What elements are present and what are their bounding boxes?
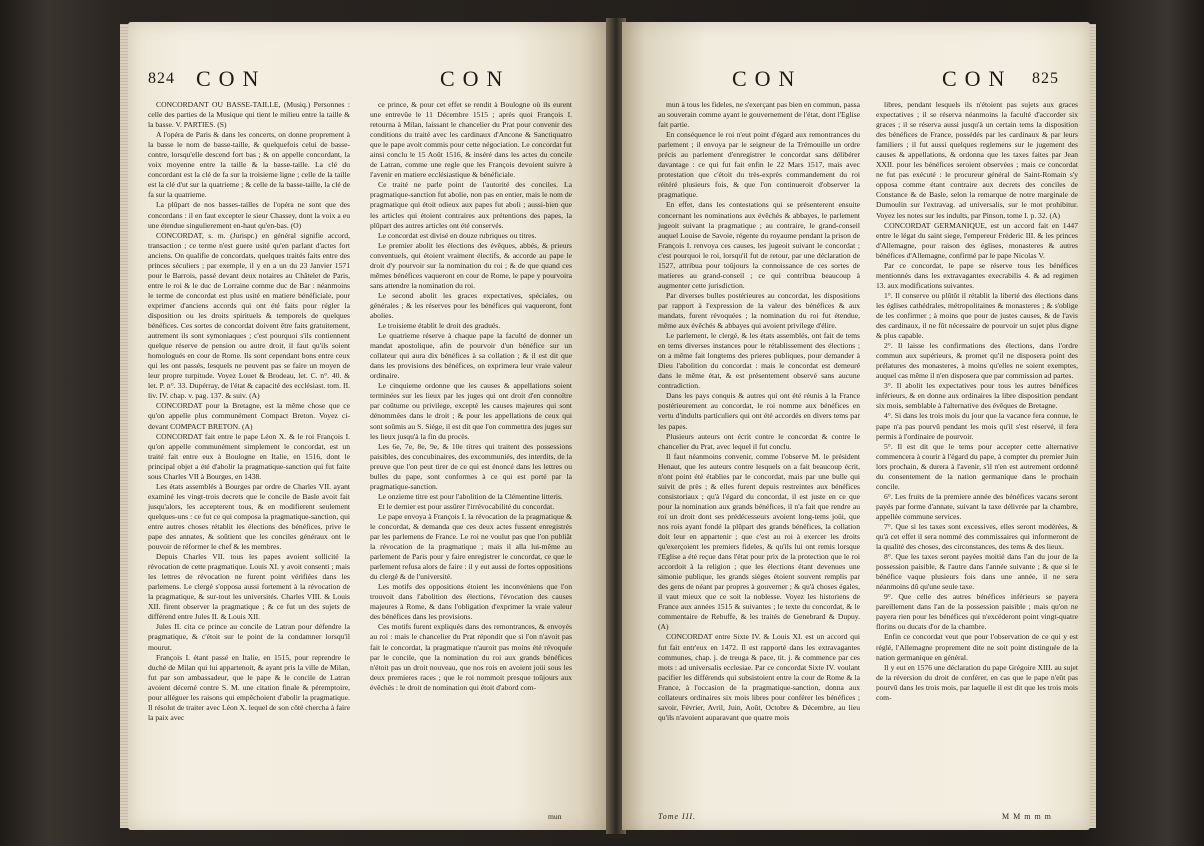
paragraph: Le parlement, le clergé, & les états assemblés, ont fait de tems en tems diverses instances pour le rétablissement des élections ; on a même fait longtems des prieres publiques, pour demander à Dieu l'abolition du concordat : mais le concordat est demeuré dans le même état, & est présentement observé sans aucune contradiction. [658, 331, 860, 391]
paragraph: CONCORDAT, s. m. (Jurispr.) en général signifie accord, transaction ; ce terme n'est guere usité qu'en parlant d'actes fort anciens. On qualifie de concordats, quelques traités faits entre des princes séculiers ; par exemple, il y en a un du 23 Janvier 1571 pour le Barrois, passé devant deux notaires au Châtelet de Paris, entre le roi & le duc de Lorraine comme duc de Bar : néanmoins le terme de concordat est plus usité en matiere bénéficiale, pour exprimer d'anciens accords qui ont été faits pour régler la disposition ou les droits spirituels & temporels de quelques bénéfices. Ces sortes de concordat doivent être faits gratuitement, autrement ils sont symoniaques ; c'est pourquoi s'ils contiennent quelque réserve de pension ou autre droit, il faut qu'ils soient homologués en cour de Rome. Ils sont cependant bons entre ceux qui les ont passés, lesquels ne peuvent pas se faire un moyen de leur propre turpitude. Voyez Louet & Brodeau, let. C. n°. 40. & let. P. n°. 33. Dupérray, de l'état & capacité des ecclésiast. tom. II. liv. IV. chap. v. pag. 137. & suiv. (A) [148, 230, 350, 401]
volume-footer: Tome III. [658, 812, 697, 821]
paragraph: Et le dernier est pour assûrer l'irrévocabilité du concordat. [378, 501, 555, 511]
paragraph: Le pape envoya à François I. la révocation de la pragmatique & le concordat, & demanda que ces deux actes fussent enregistrés par les parlemens de France. Le roi ne voulut pas que l'on publiât la révocation de la pragmatique ; mais il alla lui-même au parlement de Paris pour y faire enregistrer le concordat, ce que le parlement refusa alors de faire : il y eut aussi de fortes oppositions du clergé & de l'université. [370, 511, 572, 582]
paragraph: François I. étant passé en Italie, en 1515, pour reprendre le duché de Milan qui lui appartenoit, & ayant pris la ville de Milan, fut par son ambassadeur, que le pape & le concile de Latran avoient décerné contre S. M. une citation finale & péremptoire, pour alléguer les raisons qui empêchoient d'abolir la pragmatique. Il résolut de traiter avec Léon X. lequel de son côté chercha à faire la paix avec [148, 652, 350, 722]
paragraph: 4°. Si dans les trois mois du jour que la vacance fera connue, le pape n'a pas pourvû pendant les mois qu'il s'est réservé, il fera permis à l'ordinaire de pourvoir. [876, 411, 1078, 441]
page-stack-left [120, 24, 128, 828]
left-page-number: 824 [148, 70, 175, 87]
right-page-number: 825 [1032, 70, 1059, 87]
right-running-head-inner: CON [732, 66, 803, 91]
paragraph: Depuis Charles VII. tous les papes avoient sollicité la révocation de cette pragmatique. Louis XI. y avoit consenti ; mais les lettres de révocation ne furent point vérifiées dans les parlemens. Le clergé s'opposa aussi fortement à la révocation de la pragmatique, & sur-tout les universités. Charles VIII. & Louis XII. firent observer la pragmatique ; & ce fut un des sujets de différend entre Jules II. & Louis XII. [148, 552, 350, 622]
paragraph: En effet, dans les contestations qui se présenterent ensuite concernant les nominations aux évêchés & abbayes, le parlement jugeoit suivant la pragmatique ; au contraire, le grand-conseil auquel Louise de Savoie, régente du royaume pendant la prison de François I. renvoya ces causes, les jugeoit suivant le concordat ; c'est pourquoi le roi, lorsqu'il fut de retour, par une déclaration de 1527, attribua pour toûjours la connoissance de ces sortes de matieres au grand-conseil ; ce qui contribua beaucoup à augmenter cette jurisdiction. [658, 200, 860, 290]
paragraph: 7°. Que si les taxes sont excessives, elles seront modérées, & qu'à cet effet il sera nommé des commissaires qui informeront de la qualité des choses, des circonstances, des tems & des lieux. [876, 521, 1078, 552]
paragraph: A l'opéra de Paris & dans les concerts, on donne proprement à la basse le nom de basse-taille, & quelquefois celui de basse-contre, lorsqu'elle descend fort bas ; & on appelle concordant, la voix moyenne entre la taille & la basse-taille. La clé du concordant est la clé de fa sur la troisieme ligne ; celle de la taille est la clé d'ut sur la quatrieme ; & celle de la basse-taille, la clé de fa sur la quatrieme. [148, 130, 350, 200]
paragraph: Ce traité ne parle point de l'autorité des conciles. La pragmatique-sanction fut abolie, non pas en entier, mais le nom de pragmatique qui étoit odieux aux papes fut aboli ; aussi-bien que les articles qui étoient contraires aux prétentions des papes, la plûpart des autres articles ont été conservés. [370, 180, 572, 230]
paragraph: La plûpart de nos basses-tailles de l'opéra ne sont que des concordans : il en faut excepter le sieur Chassey, dont la voix a eu une étendue singulierement en-haut qu'en-bas. (O) [148, 200, 350, 230]
left-page-column-1 [148, 100, 350, 723]
paragraph: 2°. Il laisse les confirmations des élections, dans l'ordre commun aux supérieurs, & promet qu'il ne disposera point des prélatures des monasteres, à moins qu'elles ne soient exemptes, auquel cas même il n'en disposera que par commission ad partes. [876, 341, 1078, 381]
paragraph: Il y eut en 1576 une déclaration du pape Grégoire XIII. au sujet de la réversion du droit de conférer, en cas que le pape n'eût pas pourvû dans les trois mois, par laquelle il est dit que les trois mois com- [876, 662, 1078, 702]
paragraph: 8°. Que les taxes seront payées moitié dans l'an du jour de la possession paisible, & l'autre dans l'année suivante ; & que si le bénéfice vaque plusieurs fois dans une année, il ne sera néanmoins dû qu'une seule taxe. [876, 552, 1078, 592]
paragraph: Le onzieme titre est pour l'abolition de la Clémentine litteris. [378, 491, 563, 501]
paragraph: Ces motifs furent expliqués dans des remontrances, & envoyés au roi : mais le chancelier du Prat répondit que si l'on n'avoit pas fait le concordat, la pragmatique n'auroit pas moins été révoquée par le concile, que la nomination du roi aux grands bénéfices n'étoit pas un droit nouveau, que nos rois en avoient joüi sous les deux premieres races ; que le roi nommoit presque toûjours aux évêchés : le droit de nomination qui étoit d'abord com- [370, 622, 572, 692]
right-running-head-outer: CON [942, 66, 1013, 91]
right-header [622, 66, 1090, 96]
paragraph: Le second abolit les graces expectatives, spéciales, ou générales ; & les réserves pour les bénéfices qui vaqueront, font abolies. [370, 290, 572, 320]
left-header [128, 66, 610, 96]
paragraph: Les états assemblés à Bourges par ordre de Charles VII. ayant examiné les vingt-trois decrets que le concile de Basle avoit fait jusqu'alors, les accepterent tous, & en modifierent seulement quelques-uns : ce fut ce qui composa la pragmatique-sanction, qui entre autres choses rétablit les élections des bénéfices, prive le pape des annates, & soûtient que les conciles généraux ont le pouvoir de réformer le chef & les membres. [148, 481, 350, 552]
paragraph: Les 6e, 7e, 8e, 9e, & 10e titres qui traitent des possessions paisibles, des concubinaires, des excommuniés, des interdits, de la preuve que l'on peut tirer de ce qui est énoncé dans les lettres ou bulles du pape, sont conformes à ce qui est porté par la pragmatique-sanction. [370, 441, 572, 491]
paragraph: 3°. Il abolit les expectatives pour tous les autres bénéfices inférieurs, & en donne aux ordinaires la libre disposition pendant six mois, semblable à l'alternative des évêques de Bretagne. [876, 381, 1078, 411]
left-running-head-outer: CON [196, 66, 267, 91]
paragraph: Dans les pays conquis & autres qui ont été réunis à la France postérieurement au concordat, le roi nomme aux bénéfices en vertu d'indults particuliers qui ont été accordés en divers tems par les papes. [658, 391, 860, 431]
paragraph: CONCORDAT GERMANIQUE, est un accord fait en 1447 entre le légat du saint siege, l'empereur Fréderic III. & les princes d'Allemagne, pour raison des églises, monasteres & autres bénéfices d'Allemagne, confirmé par le pape Nicolas V. [876, 220, 1078, 260]
paragraph: ce prince, & pour cet effet se rendit à Boulogne où ils eurent une entrevûe le 11 Décembre 1515 ; après quoi François I. retourna à Milan, laissant le chancelier du Prat pour convenir des conditions du traité avec les cardinaux d'Ancone & Sanctiquatro que le pape avoit commis pour cette négociation. Le concordat fut ainsi conclu le 15 Août 1516, & inséré dans les actes du concile de Latran, comme une regle que les François devoient suivre à l'avenir en matiere ecclésiastique & bénéficiale. [370, 100, 572, 180]
paragraph: Plusieurs auteurs ont écrit contre le concordat & contre le chancelier du Prat, avec lequel il fut conclu. [658, 431, 860, 451]
paragraph: CONCORDAT pour la Bretagne, est la même chose que ce qu'on appelle plus communément Compact Breton. Voyez ci-devant COMPACT BRETON. (A) [148, 401, 350, 431]
right-page [622, 22, 1090, 830]
catchword: mun [548, 812, 562, 821]
left-page-column-2 [370, 100, 572, 693]
paragraph: mun à tous les fideles, ne s'exerçant pas bien en commun, passa au souverain comme ayant le gouvernement de l'état, dont l'Eglise fait partie. [658, 100, 860, 130]
paragraph: CONCORDAT fait entre le pape Léon X. & le roi François I. qu'on appelle communément simplement le concordat, est un traité fait entre eux à Boulogne en Italie, en 1516, dont le principal objet a été d'abolir la pragmatique-sanction qui fut faite sous Charles VII à Bourges, en 1438. [148, 431, 350, 481]
paragraph: Enfin ce concordat veut que pour l'observation de ce qui y est réglé, l'Allemagne proprement dite ne soit point distinguée de la nation germanique en général. [876, 632, 1078, 662]
paragraph: 9°. Que celle des autres bénéfices inférieurs se payera pareillement dans l'an de la possession paisible ; mais qu'on ne payera rien pour les bénéfices qui n'excéderont point vingt-quatre florins ou ducats d'or de la chambre. [876, 592, 1078, 632]
right-page-column-1 [658, 100, 860, 723]
paragraph: En conséquence le roi n'eut point d'égard aux remontrances du parlement ; il envoya par le seigneur de la Trémouille un ordre précis au parlement d'enregistrer le concordat sans délibérer davantage : ce qui fut fait enfin le 22 Mars 1517, mais avec protestation que c'étoit du très-exprès commandement du roi réitéré plusieurs fois, & que l'on continueroit d'observer la pragmatique. [658, 130, 860, 200]
paragraph: CONCORDAT entre Sixte IV. & Louis XI. est un accord qui fut fait entr'eux en 1472. Il est rapporté dans les extravagantes communes, chap. j. de treuga & pace, tit. j. & commence par ces mots : ad universalis ecclesiae. Par ce concordat Sixte IV. voulant pacifier les différends qui subsistoient entre la cour de Rome & la France, à l'occasion de la pragmatique-sanction, donna aux collateurs ordinaires six mois libres pour conférer les bénéfices ; savoir, Février, Avril, Juin, Août, Octobre & Décembre, au lieu qu'ils n'avoient auparavant que quatre mois [658, 632, 860, 722]
signature-mark: M M m m m [1002, 812, 1052, 821]
left-running-head-inner: CON [440, 66, 511, 91]
paragraph: Jules II. cita ce prince au concile de Latran pour défendre la pragmatique, & c'étoit sur le point de la condamner lorsqu'il mourut. [148, 622, 350, 652]
paragraph: Le cinquieme ordonne que les causes & appellations soient terminées sur les lieux par les juges qui ont droit d'en connoître par coûtume ou privilege, excepté les causes majeures qui sont dénommées dans le droit ; & pour les appellations de ceux qui sont soûmis au S. Siége, il est dit que l'on commettra des juges sur les lieux jusqu'à la fin du procès. [370, 381, 572, 441]
paragraph: libres, pendant lesquels ils n'étoient pas sujets aux graces expectatives ; il se réserva néanmoins la faculté d'accorder six graces ; il se réserva aussi jusqu'à un certain tems la disposition des bénéfices de France, possédés par les cardinaux & par leurs familiers ; il fut aussi quelques reglemens sur le jugement des causes & appellations, & ordonna que les taxes faites par Jean XXII. pour les bénéfices seroient observées ; mais ce concordat ne fut pas exécuté : le procureur général de Saint-Romain s'y opposa comme étant contraire aux decrets des conciles de Constance & de Basle, selon la remarque de notre marginale de Dumoulin sur l'extravag. ad universalis, sur le mot prohibitur. Voyez les notes sur les indults, par Pinson, tome I. p. 32. (A) [876, 100, 1078, 220]
paragraph: Il faut néanmoins convenir, comme l'observe M. le président Henaut, que les auteurs contre lesquels on a fait beaucoup écrit, n'ont point été établies par le concordat, mais par une bulle qui suivit de près ; & elles furent depuis restreintes aux bénéfices consistoriaux ; qu'à l'égard du concordat, il est juste en ce que pour la nomination aux grands bénéfices, il n'a fait que rendre au roi un droit dont ses prédécesseurs avoient long-tems joüi, que nos rois ayant fondé la plûpart des grands bénéfices, la collation doit leur en appartenir ; que c'est au roi à exercer les droits qu'exerçoient les premiers fideles, & qu'ils lui ont remis lorsque l'Eglise a été reçue dans l'état pour prix de la protection que le roi accordoit à la religion ; que les élections étant devenues une simonie publique, les grands sièges étoient souvent remplis par des gens de néant par propres à gouverner ; & qu'à choses égales, il vaut mieux que ce soit la noblesse. Voyez les historiens de France aux années 1515 & suivantes ; le texte du concordat, & le commentaire de Rebuffe, & les traités de Genebrard & Dupuy. (A) [658, 451, 860, 632]
paragraph: CONCORDANT OU BASSE-TAILLE, (Musiq.) Personnes : celle des parties de la Musique qui tient le milieu entre la taille & la basse. V. PARTIES. (S) [148, 100, 350, 130]
paragraph: Par diverses bulles postérieures au concordat, les dispositions par rapport à l'expression de la valeur des bénéfices & aux mandats, furent révoquées ; la nomination du roi fut étendue, même aux évêchés & abbayes qui avoient privilege d'élire. [658, 290, 860, 331]
paragraph: Le quatrieme réserve à chaque pape la faculté de donner un mandat apostolique, afin de pourvoir d'un bénéfice sur un collateur qui aura dix bénéfices à sa collation ; & il est dit que dans les provisions des bénéfices, on exprimera leur vraie valeur ordinaire. [370, 331, 572, 381]
paragraph: 6°. Les fruits de la premiere année des bénéfices vacans seront payés par forme d'annate, suivant la taxe délivrée par la chambre, appellée commune services. [876, 491, 1078, 521]
right-page-column-2 [876, 100, 1078, 703]
paragraph: 1°. Il conserve ou plûtôt il rétablit la liberté des élections dans les églises cathédrales, métropolitaines & monasteres ; & s'oblige de les confirmer ; à moins que pour de justes causes, & de l'avis des cardinaux, il ne fût nécessaire de pourvoir un sujet plus digne & plus capable. [876, 290, 1078, 341]
paragraph: Par ce concordat, le pape se réserve tous les bénéfices mentionnés dans les extravagantes execrabilis 4. & ad regimen 13. aux modifications suivantes. [876, 260, 1078, 290]
paragraph: Les motifs des oppositions étoient les inconvéniens que l'on trouvoit dans l'abolition des élections, l'évocation des causes majeures à Rome, & dans l'obligation d'exprimer la vraie valeur des bénéfices dans les provisions. [370, 582, 572, 622]
paragraph: Le concordat est divisé en douze rubriques ou titres. [378, 230, 537, 240]
paragraph: Le premier abolit les élections des évêques, abbés, & prieurs conventuels, qui étoient vraiment électifs, & accorde au pape le droit d'y pourvoir sur la nomination du roi ; & de que quand ces mêmes bénéfices vaqueront en cour de Rome, le pape y pourvoira sans attendre la nomination du roi. [370, 240, 572, 290]
paragraph: 5°. Il est dit que le tems pour accepter cette alternative commencera à courir à l'égard du pape, à compter du premier Juin lors prochain, & durera à l'avenir, s'il n'en est autrement ordonné du consentement de la nation germanique dans le prochain concile. [876, 441, 1078, 491]
paragraph: Le troisieme établit le droit des gradués. [378, 321, 501, 331]
left-page [128, 22, 610, 830]
